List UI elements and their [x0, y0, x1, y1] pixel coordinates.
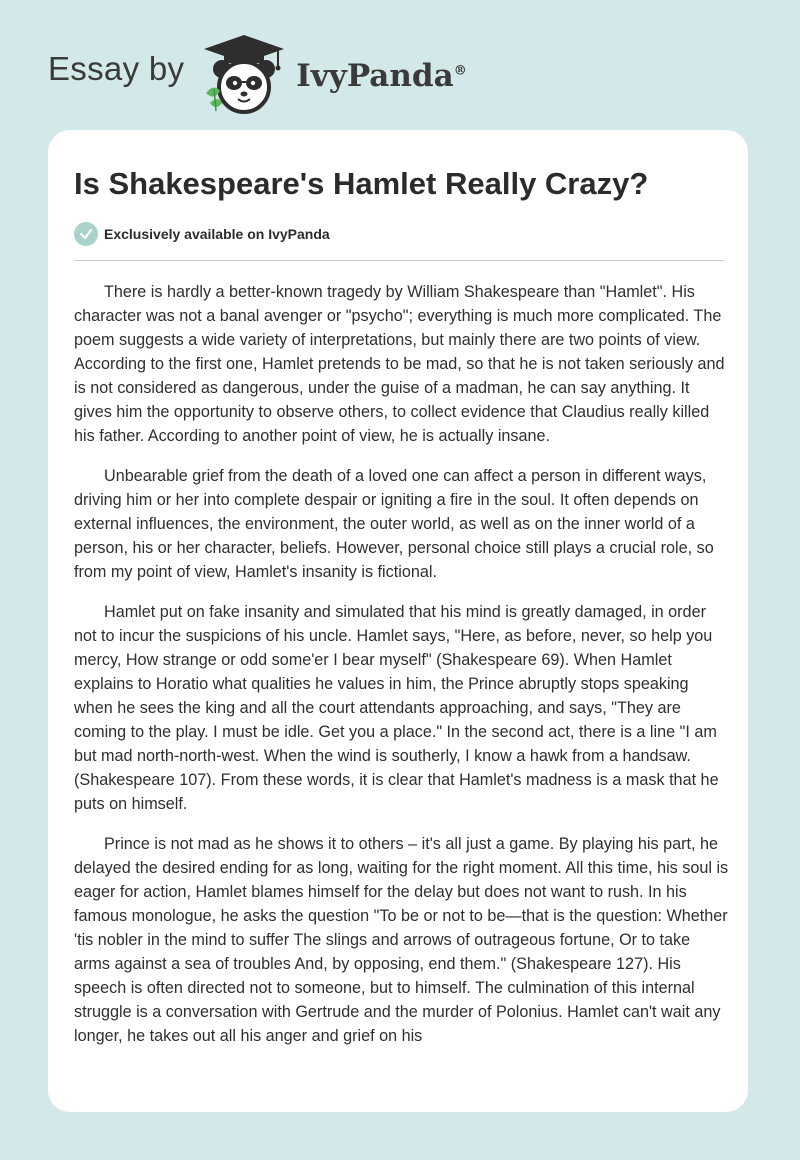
panda-graduate-icon — [198, 31, 290, 115]
availability-text: Exclusively available on IvyPanda — [104, 226, 330, 242]
essay-card — [48, 130, 748, 1112]
paragraph: There is hardly a better-known tragedy by William Shakespeare than "Hamlet". His character was not a banal avenger or "psycho"; everything is much more complicated. The poem suggests a wide variety of interpretations, but mainly there are two points of view. According to the first one, Hamlet pretends to be mad, so that he is not taken seriously and is not considered as dangerous, under the guise of a madman, he can say anything. It gives him the opportunity to observe others, to collect evidence that Claudius really killed his father. According to another point of view, he is actually insane. — [74, 283, 725, 445]
paragraph: Unbearable grief from the death of a loved one can affect a person in different ways, driving him or her into complete despair or igniting a fire in the soul. It often depends on external influences, the environment, the outer world, as well as on the inner world of a person, his or her character, beliefs. However, personal choice still plays a crucial role, so from my point of view, Hamlet's insanity is fictional. — [74, 467, 714, 581]
essay-body — [74, 280, 730, 1064]
title-divider — [74, 260, 724, 261]
brand-header[interactable] — [48, 28, 467, 118]
paragraph: Prince is not mad as he shows it to others – it's all just a game. By playing his part, he delayed the desired ending for as long, waiting for the right moment. All this time, his soul is eager for action, Hamlet blames himself for the delay but does not want to rush. In his famous monologue, he asks the question "To be or not to be—that is the question: Whether 'tis nobler in the mind to suffer The slings and arrows of outrageous fortune, Or to take arms against a sea of troubles And, by opposing, end them." (Shakespeare 127). His speech is often directed not to someone, but to himself. The culmination of this internal struggle is a conversation with Gertrude and the murder of Polonius. Hamlet can't wait any longer, he takes out all his anger and grief on his — [74, 835, 729, 1045]
registered-mark: ® — [453, 63, 467, 79]
brand-prefix: Essay by — [48, 50, 185, 87]
page-title: Is Shakespeare's Hamlet Really Crazy? — [74, 166, 649, 201]
check-circle-icon — [74, 222, 98, 246]
paragraph: Hamlet put on fake insanity and simulated that his mind is greatly damaged, in order not to incur the suspicions of his uncle. Hamlet says, "Here, as before, never, so help you mercy, How strange or odd some'er I bear myself" (Shakespeare 69). When Hamlet explains to Horatio what qualities he values in him, the Prince abruptly stops speaking when he sees the king and all the court attendants approaching, and says, "They are coming to the play. I must be idle. Get you a place." In the second act, there is a line "I am but mad north-north-west. When the wind is southerly, I know a hawk from a handsaw. (Shakespeare 107). From these words, it is clear that Hamlet's madness is a mask that he puts on himself. — [74, 603, 719, 813]
brand-name: IvyPanda® — [296, 58, 467, 94]
availability-badge — [74, 222, 330, 246]
